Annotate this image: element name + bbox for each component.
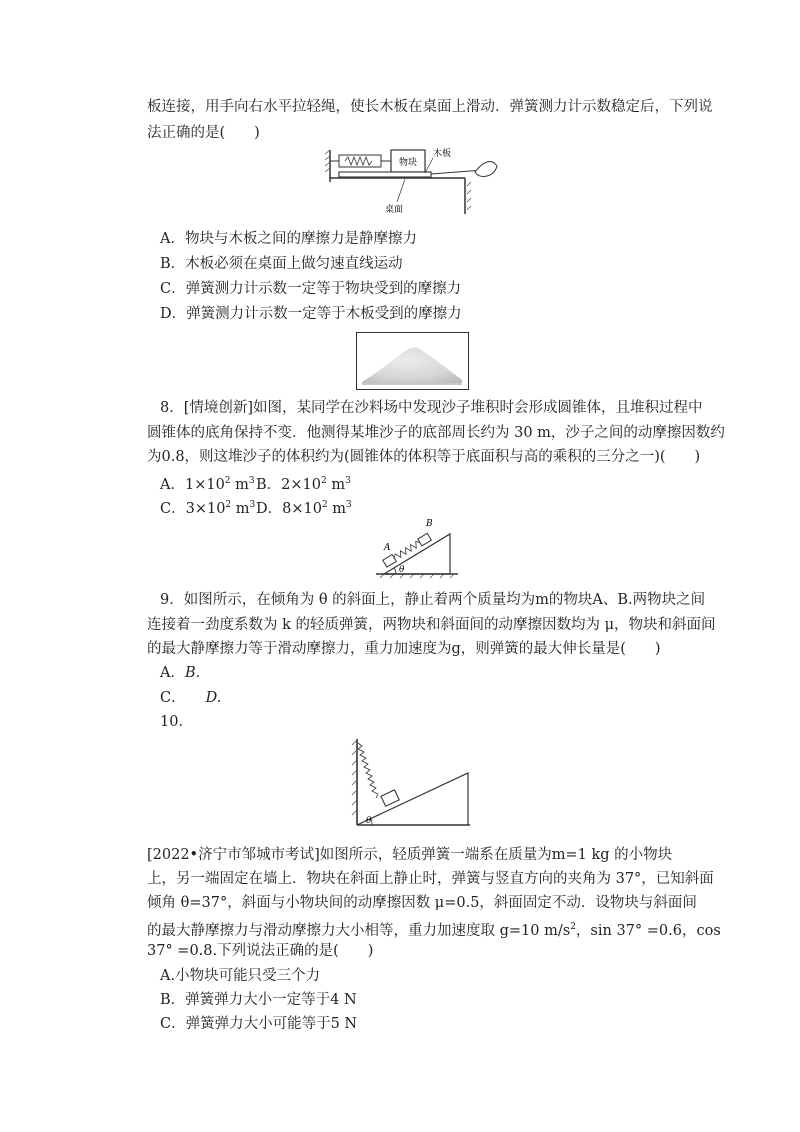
q8-text-line-1: 8．[情境创新]如图，某同学在沙料场中发现沙子堆积时会形成圆锥体，且堆积过程中 [160,400,703,416]
q8-option-d-unit-exp: 3 [346,500,352,510]
q10-text-line-4 [147,917,721,941]
table-label: 桌面 [385,204,404,214]
q9-option-a [160,663,200,683]
q7-option-c: C．弹簧测力计示数一定等于物块受到的摩擦力 [160,281,462,297]
q8-option-b-exp: 2 [320,476,327,486]
q8-option-a [160,471,255,495]
spring-shape [358,743,378,798]
q8-option-d-text: D．8×10 [256,501,322,517]
q7-option-b: B．木板必须在桌面上做匀速直线运动 [160,256,403,272]
q8-option-a-exp: 2 [224,476,231,486]
q9-text-line-2: 连接着一劲度系数为 k 的轻质弹簧，两物块和斜面间的动摩擦因数均为 μ，物块和斜面间 [147,617,716,633]
q10-text-line-1: [2022•济宁市邹城市考试]如图所示，轻质弹簧一端系在质量为m=1 kg 的小物块 [147,847,673,863]
q7-option-d: D．弹簧测力计示数一定等于木板受到的摩擦力 [160,306,462,322]
q8-option-b-text: B．2×10 [256,477,321,493]
q8-option-b-unit: m [326,477,346,493]
q8-option-c-exp: 2 [225,500,232,510]
block-b-label: B [426,519,433,529]
block-b-shape [418,533,432,546]
q8-option-b [256,471,351,495]
q10-option-a: A.小物块可能只受三个力 [160,968,321,984]
q8-option-a-text: A．1×10 [160,477,225,493]
q8-text-line-2: 圆锥体的底角保持不变．他测得某堆沙子的底部周长约为 30 m，沙子之间的动摩擦因数约 [147,425,725,441]
q10-theta-label: θ [366,816,372,826]
theta-label: θ [399,565,405,575]
q9-text-line-3: 的最大静摩擦力等于滑动摩擦力，重力加速度为g，则弹簧的最大伸长量是( ) [147,641,661,657]
q8-option-d [256,495,352,519]
q10-text-line-4b: ，sin 37° =0.6，cos [575,923,721,939]
q9-option-a-text: A． [160,665,185,681]
q10-option-b: B．弹簧弹力大小一定等于4 N [160,992,357,1008]
q10-text-line-2: 上，另一端固定在墙上．物块在斜面上静止时，弹簧与竖直方向的夹角为 37°，已知斜面 [147,871,714,887]
q8-option-c-unit-exp: 3 [249,500,256,510]
hand-icon [475,162,497,177]
q9-option-d-text: D. [205,690,222,706]
q10-text-line-5: 37° =0.8.下列说法正确的是( ) [147,943,374,959]
q10-number: 10． [160,714,193,730]
block-a-label: A [384,543,391,553]
q10-option-c: C．弹簧弹力大小可能等于5 N [160,1016,358,1032]
q10-text-line-4-exp: 2 [570,922,576,932]
q8-option-d-unit: m [327,501,347,517]
q8-option-c-unit: m [231,501,250,517]
q10-text-line-3: 倾角 θ=37°，斜面与小物块间的动摩擦因数 μ=0.5，斜面固定不动．设物块与斜面间 [147,895,697,911]
q9-option-b-text: B. [184,665,201,681]
q8-option-d-exp: 2 [321,500,328,510]
q9-figure-incline-two-blocks [372,516,462,580]
q7-option-a: A．物块与木板之间的摩擦力是静摩擦力 [160,231,417,247]
q8-sand-pile-photo [356,332,469,390]
q8-option-b-unit-exp: 3 [345,476,351,486]
q10-text-line-4a: 的最大静摩擦力与滑动摩擦力大小相等，重力加速度取 g=10 m/s [147,923,571,939]
q7-text-line-1: 板连接，用手向右水平拉轻绳，使长木板在桌面上滑动．弹簧测力计示数稳定后，下列说 [147,99,713,115]
q10-figure-spring-incline [350,735,475,830]
board-shape [339,172,431,177]
q8-option-c [160,495,255,519]
q9-text-line-1: 9．如图所示，在倾角为 θ 的斜面上，静止着两个质量均为m的物块A、B.两物块之间 [160,592,706,608]
q8-option-c-text: C．3×10 [160,501,226,517]
q8-option-a-unit: m [230,477,249,493]
q10-block-shape [381,790,399,806]
q8-option-a-unit-exp: 3 [248,476,255,486]
board-label: 木板 [433,148,452,158]
q8-text-line-3: 为0.8，则这堆沙子的体积约为(圆锥体的体积等于底面积与高的乘积的三分之一)( ) [147,449,701,465]
q9-option-c-text: C． [160,690,186,706]
block-label: 物块 [398,157,418,167]
q9-option-c [160,688,221,708]
q7-figure-spring-scale-board [325,146,505,218]
q7-text-line-2: 法正确的是( ) [147,125,260,141]
